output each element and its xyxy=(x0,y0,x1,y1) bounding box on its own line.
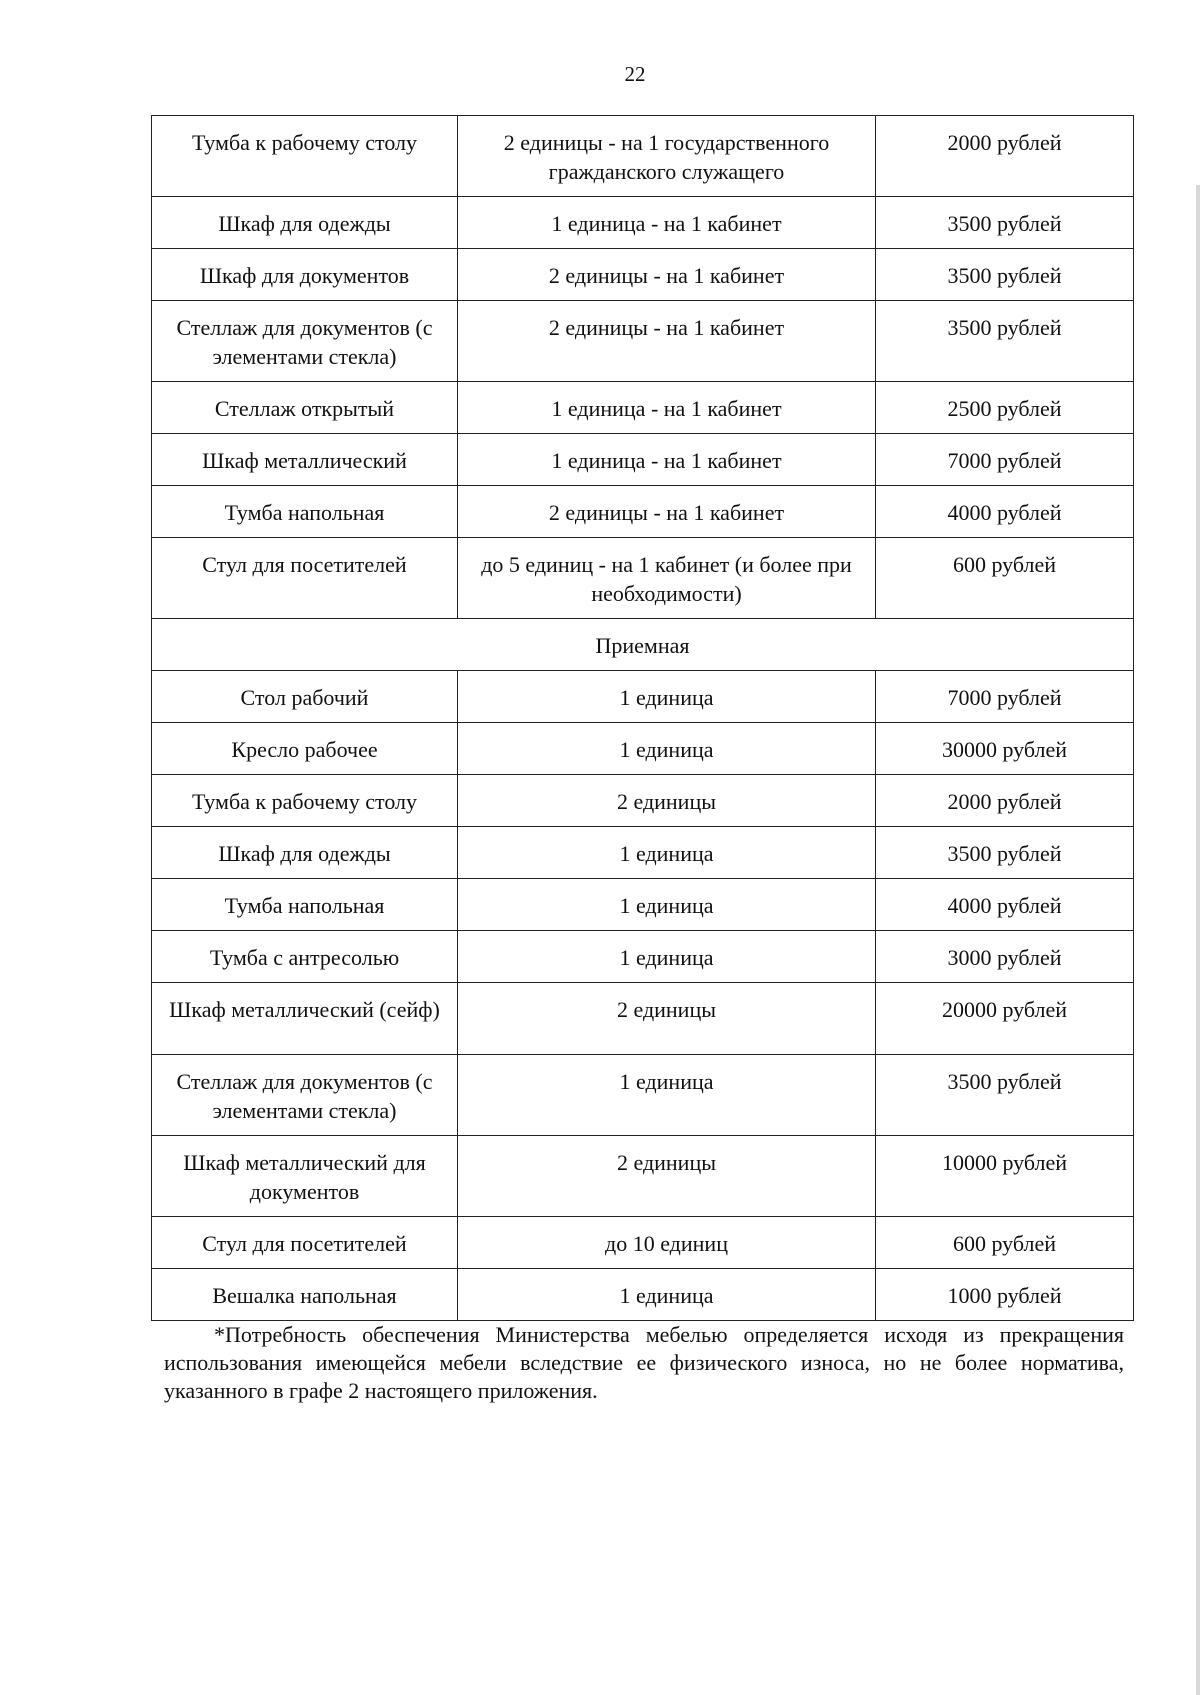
item-price-cell: 3500 рублей xyxy=(876,827,1134,879)
table-row xyxy=(152,1055,1134,1136)
item-price-cell: 4000 рублей xyxy=(876,879,1134,931)
table-row xyxy=(152,382,1134,434)
table-row xyxy=(152,197,1134,249)
item-name-cell: Кресло рабочее xyxy=(152,723,458,775)
item-norm-cell: 1 единица - на 1 кабинет xyxy=(458,382,876,434)
footnote xyxy=(164,1321,1124,1405)
item-norm-cell: 2 единицы - на 1 кабинет xyxy=(458,301,876,382)
footnote-text: *Потребность обеспечения Министерства мебелью определяется исходя из прекращения использования имеющейся мебели вследствие ее физического износа, но не более норматива, указанного в графе 2 настоящего приложения. xyxy=(164,1322,1124,1403)
table-row xyxy=(152,879,1134,931)
item-name-cell: Шкаф металлический (сейф) xyxy=(152,983,458,1055)
table-row xyxy=(152,434,1134,486)
item-norm-cell: 2 единицы xyxy=(458,775,876,827)
section-row xyxy=(152,619,1134,671)
item-price-cell: 7000 рублей xyxy=(876,671,1134,723)
item-name-cell: Тумба напольная xyxy=(152,879,458,931)
item-name-cell: Тумба с антресолью xyxy=(152,931,458,983)
item-price-cell: 2500 рублей xyxy=(876,382,1134,434)
item-price-cell: 7000 рублей xyxy=(876,434,1134,486)
item-norm-cell: 1 единица xyxy=(458,671,876,723)
item-price-cell: 10000 рублей xyxy=(876,1136,1134,1217)
item-price-cell: 600 рублей xyxy=(876,538,1134,619)
item-price-cell: 2000 рублей xyxy=(876,116,1134,197)
item-norm-cell: 2 единицы xyxy=(458,1136,876,1217)
item-price-cell: 3500 рублей xyxy=(876,249,1134,301)
item-norm-cell: до 5 единиц - на 1 кабинет (и более при необходимости) xyxy=(458,538,876,619)
table-row xyxy=(152,671,1134,723)
item-name-cell: Тумба напольная xyxy=(152,486,458,538)
item-price-cell: 3500 рублей xyxy=(876,197,1134,249)
table-row xyxy=(152,931,1134,983)
item-name-cell: Стол рабочий xyxy=(152,671,458,723)
item-price-cell: 3500 рублей xyxy=(876,301,1134,382)
item-norm-cell: 1 единица xyxy=(458,1269,876,1321)
item-norm-cell: 1 единица - на 1 кабинет xyxy=(458,434,876,486)
table-row xyxy=(152,538,1134,619)
item-price-cell: 4000 рублей xyxy=(876,486,1134,538)
item-name-cell: Стул для посетителей xyxy=(152,538,458,619)
table-row xyxy=(152,486,1134,538)
table-row xyxy=(152,983,1134,1055)
item-norm-cell: 1 единица - на 1 кабинет xyxy=(458,197,876,249)
table-row xyxy=(152,827,1134,879)
item-name-cell: Шкаф для одежды xyxy=(152,197,458,249)
item-name-cell: Шкаф для документов xyxy=(152,249,458,301)
item-norm-cell: 1 единица xyxy=(458,827,876,879)
table-row xyxy=(152,116,1134,197)
item-name-cell: Стул для посетителей xyxy=(152,1217,458,1269)
item-price-cell: 1000 рублей xyxy=(876,1269,1134,1321)
item-norm-cell: 2 единицы xyxy=(458,983,876,1055)
item-name-cell: Тумба к рабочему столу xyxy=(152,775,458,827)
table-row xyxy=(152,1217,1134,1269)
table-row xyxy=(152,301,1134,382)
item-name-cell: Тумба к рабочему столу xyxy=(152,116,458,197)
scan-edge xyxy=(1196,185,1200,1695)
item-price-cell: 20000 рублей xyxy=(876,983,1134,1055)
page-number: 22 xyxy=(624,62,646,86)
table-body xyxy=(152,116,1134,1321)
item-norm-cell: до 10 единиц xyxy=(458,1217,876,1269)
item-norm-cell: 2 единицы - на 1 государственного гражданского служащего xyxy=(458,116,876,197)
item-norm-cell: 2 единицы - на 1 кабинет xyxy=(458,486,876,538)
item-name-cell: Шкаф для одежды xyxy=(152,827,458,879)
item-name-cell: Стеллаж для документов (с элементами стекла) xyxy=(152,301,458,382)
section-title-reception: Приемная xyxy=(152,619,1134,671)
item-price-cell: 3000 рублей xyxy=(876,931,1134,983)
item-name-cell: Стеллаж для документов (с элементами стекла) xyxy=(152,1055,458,1136)
item-norm-cell: 1 единица xyxy=(458,723,876,775)
item-price-cell: 600 рублей xyxy=(876,1217,1134,1269)
item-name-cell: Вешалка напольная xyxy=(152,1269,458,1321)
table-row xyxy=(152,1136,1134,1217)
item-price-cell: 2000 рублей xyxy=(876,775,1134,827)
item-name-cell: Шкаф металлический xyxy=(152,434,458,486)
item-name-cell: Шкаф металлический для документов xyxy=(152,1136,458,1217)
table-row xyxy=(152,723,1134,775)
table-row xyxy=(152,1269,1134,1321)
item-norm-cell: 1 единица xyxy=(458,1055,876,1136)
item-norm-cell: 1 единица xyxy=(458,931,876,983)
table-row xyxy=(152,775,1134,827)
table-row xyxy=(152,249,1134,301)
item-price-cell: 30000 рублей xyxy=(876,723,1134,775)
item-price-cell: 3500 рублей xyxy=(876,1055,1134,1136)
item-norm-cell: 2 единицы - на 1 кабинет xyxy=(458,249,876,301)
item-norm-cell: 1 единица xyxy=(458,879,876,931)
furniture-norms-table xyxy=(151,115,1134,1321)
item-name-cell: Стеллаж открытый xyxy=(152,382,458,434)
